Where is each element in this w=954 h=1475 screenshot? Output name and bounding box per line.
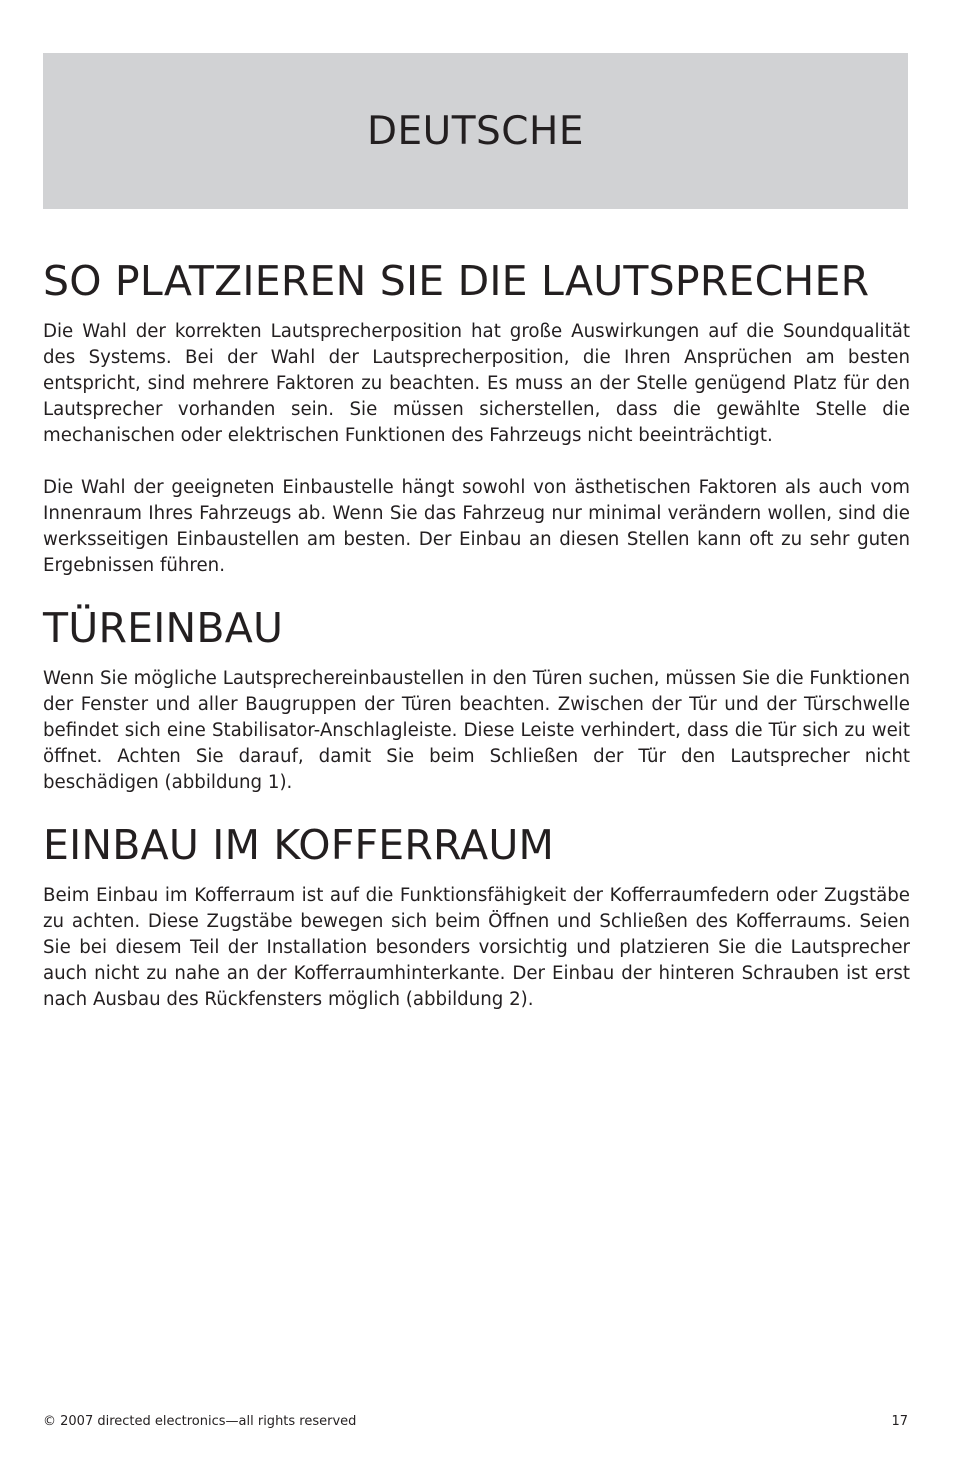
section-heading: EINBAU IM KOFFERRAUM — [43, 821, 555, 870]
copyright-text: © 2007 directed electronics—all rights reserved — [43, 1414, 357, 1429]
section-trunk-installation — [43, 822, 910, 1013]
section-heading: TÜREINBAU — [43, 604, 284, 653]
paragraph: Die Wahl der geeigneten Einbaustelle hängt sowohl von ästhetischen Faktoren als auch vom Innenraum Ihres Fahrzeugs ab. Wenn Sie das Fahrzeug nur minimal verändern wollen, sind die werksseitigen Einbaustellen am besten. Der Einbau an diesen Stellen kann oft zu sehr guten Ergebnissen führen. — [43, 477, 910, 577]
section-heading: SO PLATZIEREN SIE DIE LAUTSPRECHER — [43, 257, 870, 305]
document-body — [43, 258, 910, 1039]
paragraph: Beim Einbau im Kofferraum ist auf die Funktionsfähigkeit der Kofferraumfedern oder Zugstäbe zu achten. Diese Zugstäbe bewegen sich beim Öffnen und Schließen des Kofferraums. Seien Sie bei diesem Teil der Installation besonders vorsichtig und platzieren Sie die Lautsprecher auch nicht zu nahe an der Kofferraumhinterkante. Der Einbau der hinteren Schrauben ist erst nach Ausbau des Rückfensters möglich (abbildung 2). — [43, 885, 910, 1011]
page-number: 17 — [891, 1414, 908, 1429]
language-title: DEUTSCHE — [367, 108, 584, 154]
section-door-installation — [43, 605, 910, 796]
page-footer — [43, 1414, 908, 1429]
section-speaker-placement — [43, 258, 910, 579]
language-banner — [43, 53, 908, 209]
paragraph: Die Wahl der korrekten Lautsprecherposition hat große Auswirkungen auf die Soundqualität des Systems. Bei der Wahl der Lautsprecherposition, die Ihren Ansprüchen am besten entspricht, sind mehrere Faktoren zu beachten. Es muss an der Stelle genügend Platz für den Lautsprecher vorhanden sein. Sie müssen sicherstellen, dass die gewählte Stelle die mechanischen oder elektrischen Funktionen des Fahrzeugs nicht beeinträchtigt. — [43, 321, 910, 447]
paragraph: Wenn Sie mögliche Lautsprechereinbaustellen in den Türen suchen, müssen Sie die Funktionen der Fenster und aller Baugruppen der Türen beachten. Zwischen der Tür und der Türschwelle befindet sich eine Stabilisator-Anschlagleiste. Diese Leiste verhindert, dass die Tür sich zu weit öffnet. Achten Sie darauf, damit Sie beim Schließen der Tür den Lautsprecher nicht beschädigen (abbildung 1). — [43, 668, 910, 794]
